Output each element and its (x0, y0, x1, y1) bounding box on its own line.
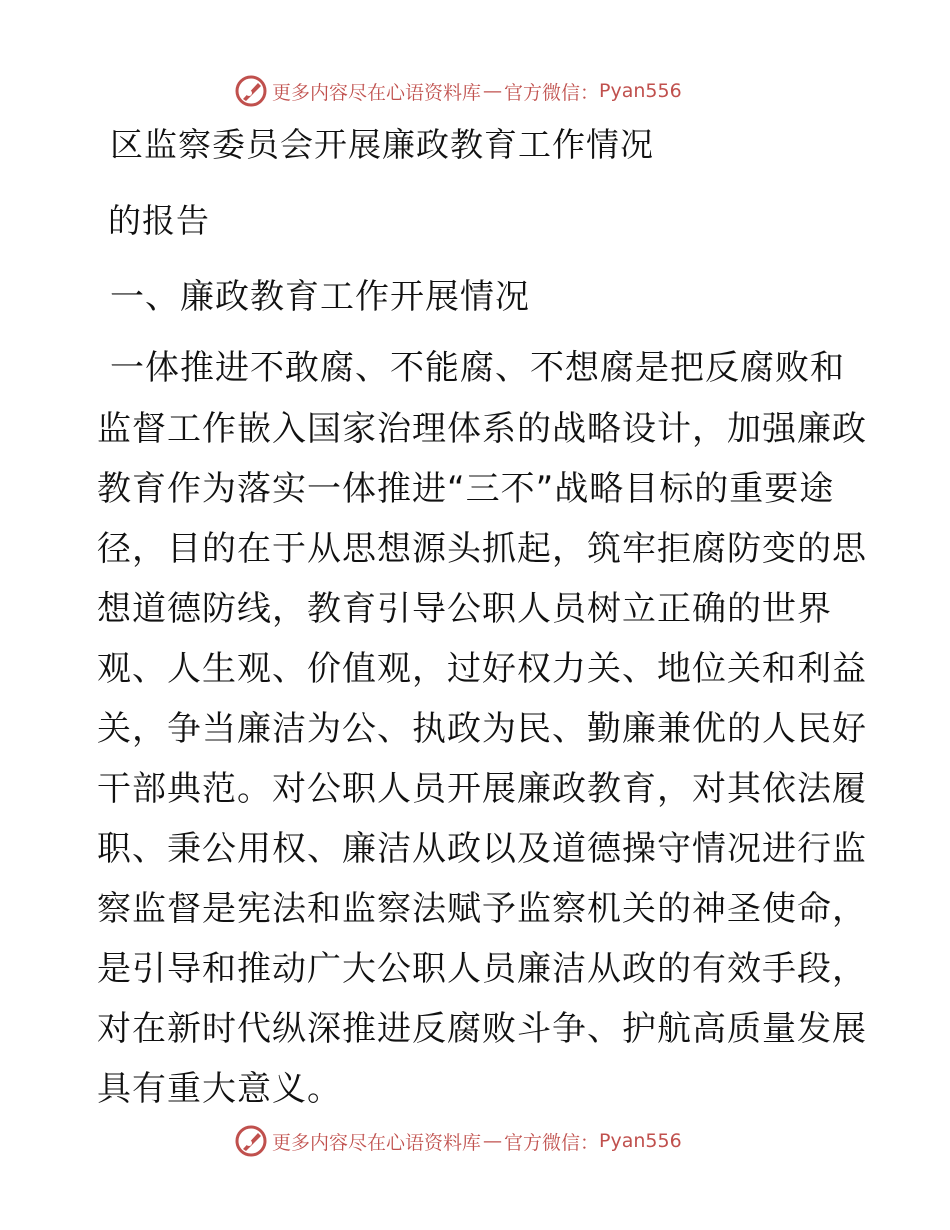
footer-banner (234, 1122, 714, 1160)
banner-separator: — (483, 80, 503, 102)
banner-text: 更多内容尽在心语资料库 (272, 1131, 482, 1154)
body-line: 一体推进不敢腐、不能腐、不想腐是把反腐败和 (110, 348, 845, 388)
section-heading: 一、廉政教育工作开展情况 (110, 277, 530, 317)
document-title-line-1: 区监察委员会开展廉政教育工作情况 (110, 125, 654, 164)
body-line: 职、秉公用权、廉洁从政以及道德操守情况进行监 (97, 829, 867, 869)
document-title-line-2: 的报告 (108, 201, 210, 240)
banner-separator: — (483, 1130, 503, 1152)
body-line: 观、人生观、价值观，过好权力关、地位关和利益 (97, 649, 867, 689)
banner-wechat-label: 官方微信： (504, 81, 600, 104)
body-line: 察监督是宪法和监察法赋予监察机关的神圣使命， (97, 889, 867, 929)
body-line: 是引导和推动广大公职人员廉洁从政的有效手段， (97, 949, 867, 989)
body-line: 具有重大意义。 (97, 1069, 342, 1109)
banner-wechat-id: Pyan556 (599, 80, 682, 102)
header-banner (234, 72, 714, 110)
quill-circle-logo-icon (234, 74, 268, 108)
banner-text: 更多内容尽在心语资料库 (272, 81, 482, 104)
body-line: 对在新时代纵深推进反腐败斗争、护航高质量发展 (97, 1009, 867, 1049)
body-line: 干部典范。对公职人员开展廉政教育，对其依法履 (97, 769, 867, 809)
body-line: 想道德防线，教育引导公职人员树立正确的世界 (97, 589, 832, 629)
body-line: 教育作为落实一体推进“三不”战略目标的重要途 (97, 469, 835, 509)
banner-wechat-id: Pyan556 (599, 1130, 682, 1152)
body-line: 关，争当廉洁为公、执政为民、勤廉兼优的人民好 (97, 709, 867, 749)
quill-circle-logo-icon (234, 1124, 268, 1158)
body-line: 监督工作嵌入国家治理体系的战略设计，加强廉政 (97, 409, 867, 449)
body-line: 径，目的在于从思想源头抓起，筑牢拒腐防变的思 (97, 529, 867, 569)
banner-wechat-label: 官方微信： (504, 1131, 600, 1154)
